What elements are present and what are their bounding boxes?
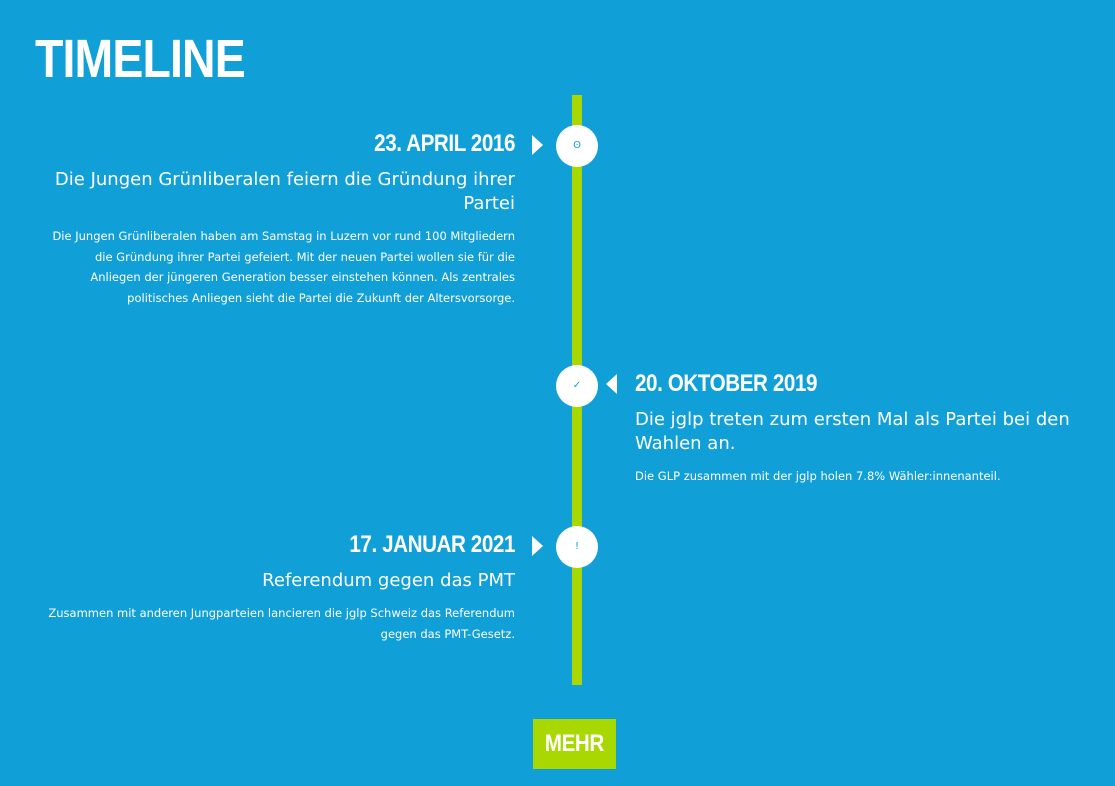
event-heading: Die Jungen Grünliberalen feiern die Gründung ihrer Partei [54, 169, 515, 214]
timeline-node-2 [556, 365, 598, 407]
timeline-pointer-3 [532, 536, 543, 556]
event-body: Die GLP zusammen mit der jglp holen 7.8% Wähler:innenanteil. [635, 469, 1001, 483]
event-heading: Referendum gegen das PMT [262, 570, 515, 591]
more-button-label: MEHR [544, 730, 605, 757]
timeline-event-2 [635, 370, 1085, 487]
event-body: Die Jungen Grünliberalen haben am Samstag in Luzern vor rund 100 Mitgliedern die Gründung ihrer Partei gefeiert. Mit der neuen Partei wollen sie für die Anliegen der jüngeren Generation besser einstehen können. Als zentrales politisches Anliegen sieht die Partei die Zukunft der Altersvorsorge. [52, 229, 515, 305]
check-icon: ✓ [572, 380, 582, 391]
page-title: TIMELINE [35, 29, 245, 89]
timeline-node-3 [556, 526, 598, 568]
event-body: Zusammen mit anderen Jungparteien lancieren die jglp Schweiz das Referendum gegen das PMT-Gesetz. [48, 606, 515, 641]
event-date: 23. APRIL 2016 [374, 130, 515, 157]
event-date: 20. OKTOBER 2019 [635, 370, 818, 397]
balloon-icon: ʘ [573, 140, 581, 151]
timeline-event-1 [45, 130, 515, 308]
event-heading: Die jglp treten zum ersten Mal als Partei bei den Wahlen an. [635, 409, 1070, 454]
timeline-pointer-2 [606, 374, 617, 394]
more-button[interactable] [533, 719, 616, 769]
exclamation-icon: ! [574, 541, 579, 552]
timeline-node-1 [556, 125, 598, 167]
timeline-event-3 [45, 531, 515, 644]
timeline-pointer-1 [532, 135, 543, 155]
event-date: 17. JANUAR 2021 [349, 531, 515, 558]
